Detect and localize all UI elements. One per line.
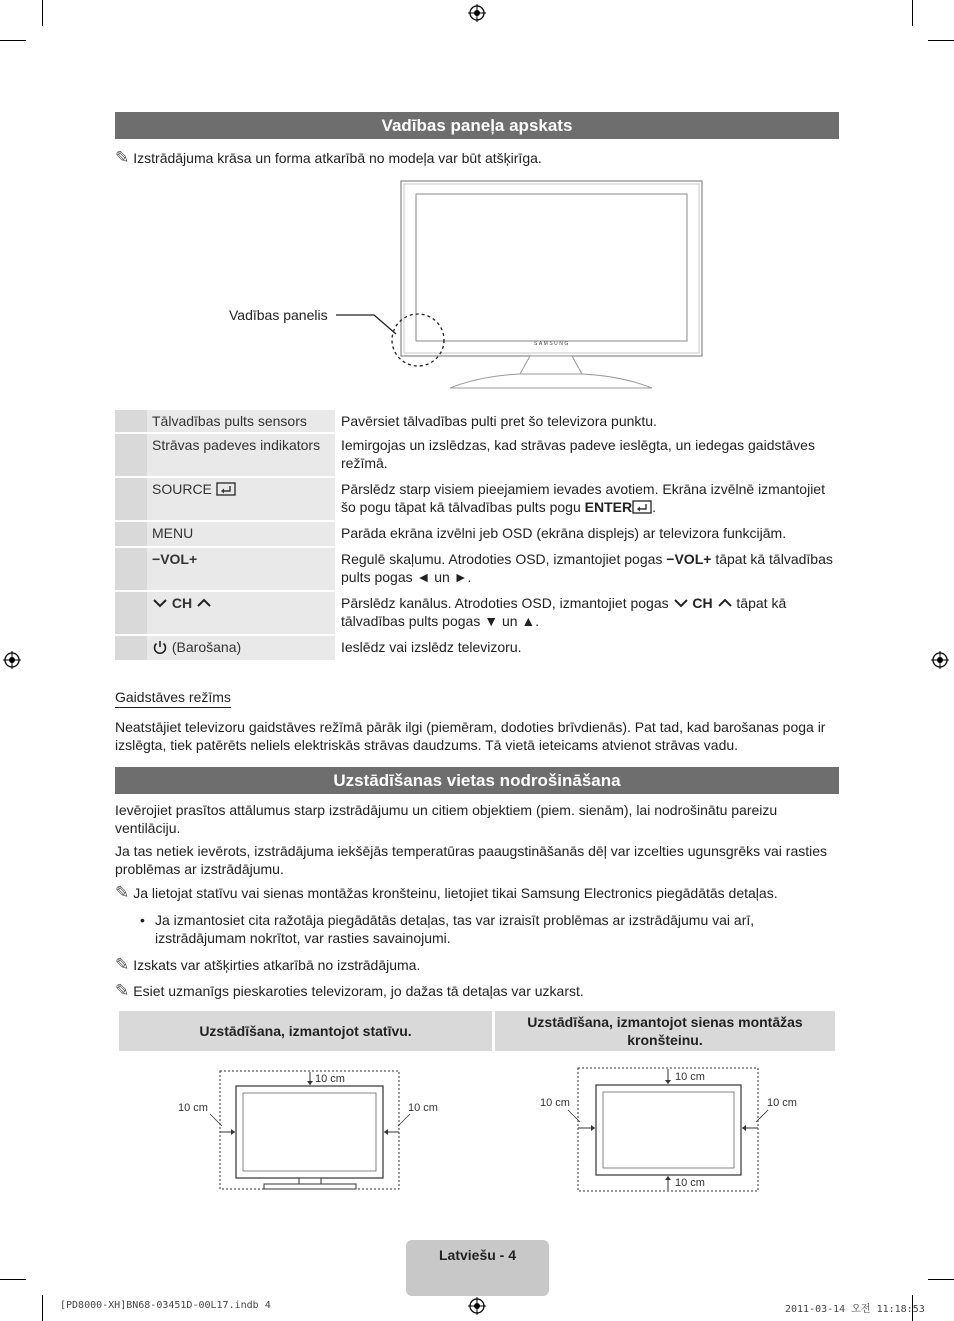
chevron-down-icon — [152, 597, 168, 609]
chevron-up-icon — [717, 597, 733, 609]
distance-right-label: 10 cm — [408, 1102, 438, 1114]
pencil-note-icon: ✎ — [115, 955, 130, 974]
chevron-down-icon — [673, 597, 689, 609]
standby-text: Neatstājiet televizoru gaidstāves režīmā pārāk ilgi (piemēram, dodoties brīvdienās). Pat tad, kad barošanas poga ir izslēgta, tiek patērēts neliels elektriskās strāvas daudzums. Tā vietā ieteicams atvienot strāvas vadu. — [115, 719, 826, 753]
page-label: Latviešu - 4 — [438, 1247, 517, 1263]
control-name-ch: CH — [147, 592, 335, 634]
crop-mark — [0, 1279, 26, 1280]
control-name-vol: −VOL+ — [147, 548, 335, 590]
note-text: Izstrādājuma krāsa un forma atkarībā no modeļa var būt atšķirīga. — [133, 150, 542, 166]
crop-mark — [42, 0, 43, 26]
note-stand-mount: ✎ Ja lietojat statīvu vai sienas montāžas kronšteinu, lietojiet tikai Samsung Electronics piegādātās detaļas. — [115, 883, 778, 902]
control-panel-label: Vadības panelis — [229, 307, 328, 323]
stand-installation-diagram — [170, 1066, 450, 1192]
install-column-wall: Uzstādīšana, izmantojot sienas montāžas kronšteinu. — [495, 1011, 835, 1051]
distance-bottom-label: 10 cm — [675, 1177, 705, 1189]
print-timestamp: 2011-03-14 오전 11:18:53 — [785, 1304, 925, 1315]
table-row — [115, 546, 839, 590]
control-name-power: (Barošana) — [147, 636, 335, 660]
pencil-note-icon: ✎ — [115, 981, 130, 1000]
crop-mark — [928, 40, 954, 41]
section-header-control-panel — [115, 112, 839, 139]
distance-top-label: 10 cm — [675, 1071, 705, 1083]
control-desc: Parāda ekrāna izvēlni jeb OSD (ekrāna displejs) ar televizora funkcijām. — [341, 525, 787, 541]
control-desc: Regulē skaļumu. Atrodoties OSD, izmantojiet pogas −VOL+ tāpat kā tālvadības pults pogas ◄ un ►. — [341, 551, 833, 585]
bullet-icon: • — [140, 912, 145, 928]
standby-heading: Gaidstāves režīms — [115, 689, 231, 708]
source-enter-icon — [216, 482, 236, 496]
pencil-note-icon: ✎ — [115, 883, 130, 902]
control-desc: Pavērsiet tālvadības pulti pret šo televizora punktu. — [341, 413, 657, 429]
control-desc: Ieslēdz vai izslēdz televizoru. — [341, 639, 522, 655]
note-appearance: ✎ Izskats var atšķirties atkarībā no izstrādājuma. — [115, 955, 421, 974]
chevron-up-icon — [196, 597, 212, 609]
section-title: Vadības paneļa apskats — [381, 115, 573, 135]
crop-mark — [912, 0, 913, 26]
table-row — [115, 408, 839, 432]
registration-mark-icon — [931, 651, 949, 669]
minus-icon: − — [666, 551, 675, 567]
note-color-shape — [115, 149, 542, 167]
plus-icon: + — [188, 551, 198, 567]
control-desc: Pārslēdz kanālus. Atrodoties OSD, izmantojiet pogas CH tāpat kā tālvadības pults pogas ▼ un ▲. — [341, 595, 787, 629]
source-label: SOURCE — [152, 481, 212, 497]
power-icon — [152, 639, 168, 655]
registration-mark-icon — [468, 4, 486, 22]
control-panel-table — [115, 408, 839, 660]
distance-right-label: 10 cm — [767, 1097, 797, 1109]
control-name: Strāvas padeves indikators — [147, 434, 335, 476]
install-paragraph-2: Ja tas netiek ievērots, izstrādājuma iekšējās temperatūras paaugstināšanās dēļ var izcelties ugunsgrēks vai rasties problēmas ar izstrādājumu. — [115, 843, 828, 877]
note-careful: ✎ Esiet uzmanīgs pieskaroties televizoram, jo dažas tā detaļas var uzkarst. — [115, 981, 584, 1000]
crop-mark — [928, 1279, 954, 1280]
section-header-installation — [115, 767, 839, 794]
distance-top-label: 10 cm — [315, 1073, 345, 1085]
distance-left-label: 10 cm — [540, 1097, 570, 1109]
plus-icon: + — [703, 551, 712, 567]
table-row — [115, 432, 839, 476]
table-row — [115, 590, 839, 634]
control-desc: Pārslēdz starp visiem pieejamiem ievades avotiem. Ekrāna izvēlnē izmantojiet šo pogu tāpat kā tālvadības pults pogu ENTER . — [341, 481, 825, 515]
install-paragraph-1: Ievērojiet prasītos attālumus starp izstrādājumu un citiem objektiem (piem. sienām), lai nodrošinātu pareizu ventilāciju. — [115, 802, 778, 836]
control-desc: Iemirgojas un izslēdzas, kad strāvas padeve ieslēgta, un iedegas gaidstāves režīmā. — [341, 437, 815, 471]
crop-mark — [42, 1295, 43, 1321]
control-name: MENU — [147, 522, 335, 546]
page-number-tab — [406, 1240, 549, 1296]
tv-front-illustration — [330, 178, 710, 394]
minus-icon: − — [152, 551, 161, 567]
table-row — [115, 476, 839, 520]
registration-mark-icon — [3, 651, 21, 669]
control-name: Tālvadības pults sensors — [147, 410, 335, 432]
section-title: Uzstādīšanas vietas nodrošināšana — [333, 770, 621, 790]
crop-mark — [0, 40, 26, 41]
bullet-item: • Ja izmantosiet cita ražotāja piegādātās detaļas, tas var izraisīt problēmas ar izstrādājumu vai arī, izstrādājumam nokrītot, var rasties savainojumi. — [140, 912, 755, 946]
table-row — [115, 634, 839, 660]
wall-installation-diagram — [540, 1064, 810, 1194]
enter-icon — [632, 500, 652, 514]
pencil-note-icon: ✎ — [115, 148, 130, 167]
distance-left-label: 10 cm — [178, 1102, 208, 1114]
install-column-stand: Uzstādīšana, izmantojot statīvu. — [119, 1011, 492, 1051]
print-file-info: [PD8000-XH]BN68-03451D-00L17.indb 4 — [60, 1300, 271, 1311]
table-row — [115, 520, 839, 546]
control-name-source — [147, 478, 335, 520]
tv-brand-label: SAMSUNG — [534, 341, 570, 347]
registration-mark-icon — [468, 1297, 486, 1315]
